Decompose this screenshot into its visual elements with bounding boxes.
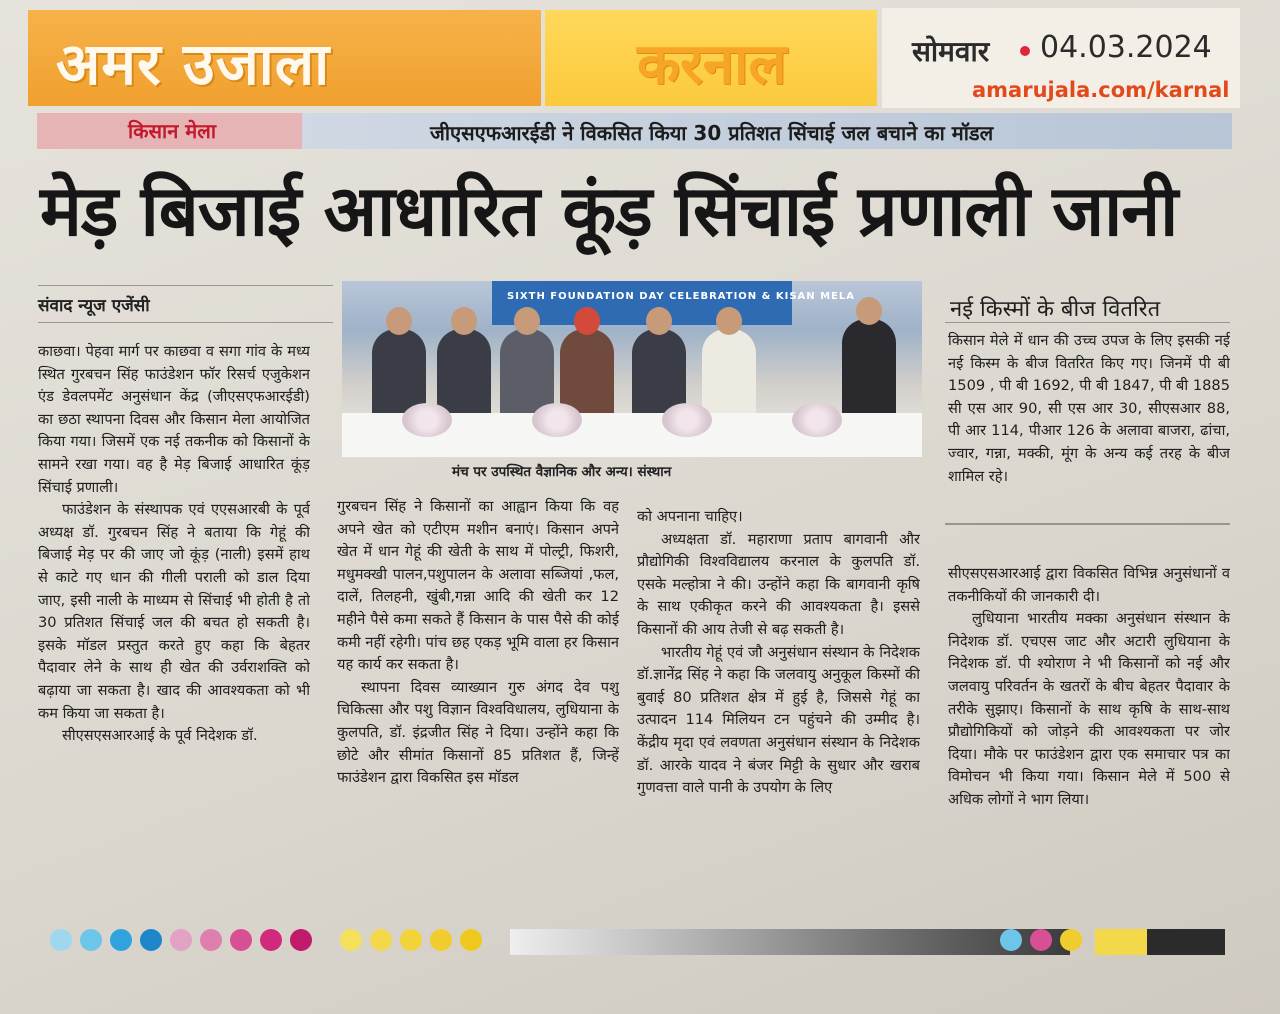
paragraph: किसान मेले में धान की उच्च उपज के लिए इसकी नई नई किस्म के बीज वितरित किए गए। जिनमें पी बी 1509 , पी बी 1692, पी बी 1847, पी बी 1885 सी एस आर 90, सी एस आर 30, सीएसआर 88, पी आर 114, पीआर 126 के अलावा बाजरा, ढांचा, ज्वार, गन्ना, मक्की, मूंग के अन्य कई तरह के बीज शामिल रहे। (948, 332, 1230, 485)
photo-caption: मंच पर उपस्थित वैज्ञानिक और अन्य। संस्थान (452, 464, 672, 480)
article-column-2 (337, 496, 619, 911)
paragraph: स्थापना दिवस व्याख्यान गुरु अंगद देव पशु चिकित्सा और पशु विज्ञान विश्वविधालय, लुधियाना के कुलपति, डॉ. इंद्रजीत सिंह ने दिया। उन्होंने कहा कि छोटे और सीमांत किसानों 85 प्रतिशत हैं, जिन्हें फाउंडेशन द्वारा विकसित इस मॉडल (337, 678, 619, 787)
photo-banner-text: SIXTH FOUNDATION DAY CELEBRATION & KISAN MELA (507, 291, 855, 302)
sidebar-subhead: नई किस्मों के बीज वितरित (950, 297, 1161, 322)
article-column-3 (637, 506, 920, 911)
paragraph: सीएसएसआरआई के पूर्व निदेशक डॉ. (62, 727, 258, 745)
edition-day: सोमवार (912, 35, 990, 68)
article-column-4 (948, 563, 1230, 913)
edition-date: 04.03.2024 (1040, 30, 1212, 65)
paragraph: अध्यक्षता डॉ. महाराणा प्रताप बागवानी और प्रौद्योगिकी विश्वविद्यालय करनाल के कुलपति डॉ. एसके मल्होत्रा ने की। उन्होंने कहा कि बागवानी कृषि के साथ एकीकृत करने की आवश्यकता है। इससे किसानों की आय तेजी से बढ़ सकती है। (637, 530, 920, 638)
edition-url: amarujala.com/karnal (972, 78, 1230, 102)
masthead-city-block (545, 10, 877, 106)
edition-city: करनाल (637, 32, 787, 97)
section-tag: किसान मेला (128, 119, 217, 143)
paragraph: फाउंडेशन के संस्थापक एवं एएसआरबी के पूर्व अध्यक्ष डॉ. गुरबचन सिंह ने बताया कि गेहूं की बिजाई मेड़ पर की जाए जो कूंड़ (नाली) इसमें हाथ से काटे गए धान की गीली पराली को डाल दिया जाए, इसी नाली के माध्यम से सिंचाई भी होती है तो 30 प्रतिशत सिंचाई जल की बचत हो सकती है। इसके मॉडल प्रस्तुत करते हुए कहा कि बेहतर पैदावार लेने के साथ ही खेत की उर्वराशक्ति को बढ़ाया जा सकता है। खाद की आवश्यकता को भी कम किया जा सकता है। (38, 501, 310, 722)
masthead-brand-block (28, 10, 541, 106)
byline: संवाद न्यूज एजेंसी (38, 296, 150, 316)
kicker-text: जीएसएफआरईडी ने विकसित किया 30 प्रतिशत सिंचाई जल बचाने का मॉडल (430, 121, 994, 145)
sidebar-box (948, 330, 1230, 518)
paragraph: लुधियाना भारतीय मक्का अनुसंधान संस्थान के निदेशक डॉ. एचएस जाट और अटारी लुधियाना के निदेशक डॉ. पी श्योराण ने भी किसानों को नई और जलवायु परिवर्तन के खतरों के बीच बेहतर पैदावार के तरीके सुझाए। किसानों के साथ कृषि के साथ-साथ प्रौद्योगिकियों को जोड़ने की आवश्यकता पर जोर दिया। मौके पर फाउंडेशन द्वारा एक समाचार पत्र का विमोचन भी किया गया। किसान मेले में 500 से अधिक लोगों ने भाग लिया। (948, 610, 1230, 808)
paragraph: को अपनाना चाहिए। (637, 508, 743, 525)
separator-dot-icon (1020, 46, 1030, 56)
paragraph: गुरबचन सिंह ने किसानों का आह्वान किया कि वह अपने खेत को एटीएम मशीन बनाएं। किसान अपने खेत में धान गेहूं की खेती के साथ में पोल्ट्री, फिशरी, मधुमक्खी पालन,पशुपालन के अलावा सब्जियां ,फल, दालें, तिलहनी, खुंबी,गन्ना आदि की खेती कर 12 महीने पैसे कमा सकते हैं किसान के पास पैसे की कोई कमी नहीं रहेगी। पांच छह एकड़ भूमि वाला हर किसान यह कार्य कर सकता है। (337, 498, 619, 674)
paragraph: सीएसएसआरआई द्वारा विकसित विभिन्न अनुसंधानों व तकनीकियों की जानकारी दी। (948, 565, 1230, 605)
paragraph: काछवा। पेहवा मार्ग पर काछवा व सगा गांव के मध्य स्थित गुरबचन सिंह फाउंडेशन फॉर रिसर्च एजुकेशन एंड डेवलपमेंट अनुसंधान केंद्र (जीएसएफआरईडी) का छठा स्थापना दिवस और किसान मेला आयोजित किया गया। जिसमें एक नई तकनीक को किसानों के सामने रखा गया। वह है मेड़ बिजाई आधारित कूंड़ सिंचाई प्रणाली। (38, 343, 310, 496)
masthead-date-block (882, 8, 1240, 108)
paragraph: भारतीय गेहूं एवं जौ अनुसंधान संस्थान के निदेशक डॉ.ज्ञानेंद्र सिंह ने कहा कि जलवायु अनुकूल किस्मों की बुवाई 80 प्रतिशत क्षेत्र में हुई है, जिससे गेहूं का उत्पादन 114 मिलियन टन पहुंचने की उम्मीद है। केंद्रीय मृदा एवं लवणता अनुसंधान संस्थान के निदेशक डॉ. आरके यादव ने बंजर मिट्टी के सुधार और खराब गुणवत्ता वाले पानी के उपयोग के लिए (637, 643, 920, 797)
event-photo (342, 281, 922, 457)
headline: मेड़ बिजाई आधारित कूंड़ सिंचाई प्रणाली जानी (40, 170, 1178, 252)
article-column-1 (38, 341, 310, 911)
brand-logo: अमर उजाला (56, 30, 331, 98)
